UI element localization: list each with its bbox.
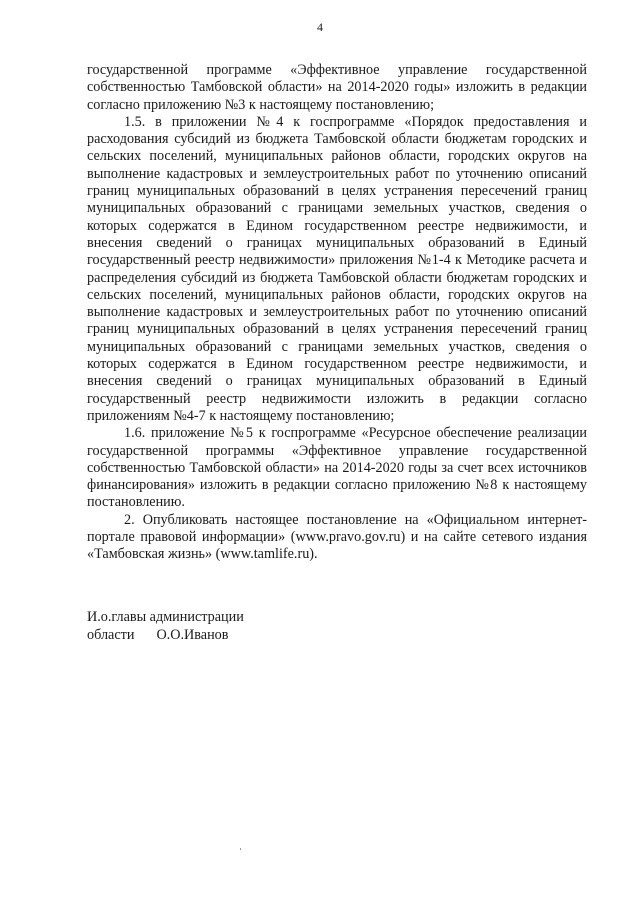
document-body <box>87 62 587 564</box>
paragraph-2: 2. Опубликовать настоящее постановление на «Официальном интернет-портале правовой информации» (www.pravo.gov.ru) и на сайте сетевого издания «Тамбовская жизнь» (www.tamlife.ru). <box>87 511 587 563</box>
signature-line2 <box>87 627 244 645</box>
paragraph-continuation: государственной программе «Эффективное управление государственной собственностью Тамбовской области» на 2014-2020 годы» изложить в редакции согласно приложению №3 к настоящему постановлению; <box>87 62 587 113</box>
paragraph-1-6: 1.6. приложение №5 к госпрограмме «Ресурсное обеспечение реализации государственной программы «Эффективное управление государственной собственностью Тамбовской области» на 2014-2020 годы за счет всех источников финансирования» изложить в редакции согласно приложению №8 к настоящему постановлению. <box>87 425 587 511</box>
page-number: 4 <box>317 20 323 34</box>
scan-speck <box>240 848 241 850</box>
signature-position-line2: области <box>87 626 135 643</box>
paragraph-1-5: 1.5. в приложении №4 к госпрограмме «Порядок предоставления и расходования субсидий из бюджета Тамбовской области бюджетам городских и сельских поселений, муниципальных районов области, городских округов на выполнение кадастровых и землеустроительных работ по уточнению описаний границ муниципальных образований в целях устранения пересечений границ муниципальных образований с границами земельных участков, сведения о которых содержатся в Едином государственном реестре недвижимости, и внесения сведений о границах муниципальных образований в Единый государственный реестр недвижимости» приложения №1-4 к Методике расчета и распределения субсидий из бюджета Тамбовской области бюджетам городских и сельских поселений, муниципальных районов области, городских округов на выполнение кадастровых и землеустроительных работ по уточнению описаний границ муниципальных образований в целях устранения пересечений границ муниципальных образований с границами земельных участков, сведения о которых содержатся в Едином государственном реестре недвижимости, и внесения сведений о границах муниципальных образований в Единый государственный реестр недвижимости изложить в редакции согласно приложениям №4-7 к настоящему постановлению; <box>87 113 587 424</box>
signatory-name: О.О.Иванов <box>156 626 229 643</box>
signature-block <box>87 609 244 645</box>
signature-position-line1: И.о.главы администрации <box>87 609 244 625</box>
